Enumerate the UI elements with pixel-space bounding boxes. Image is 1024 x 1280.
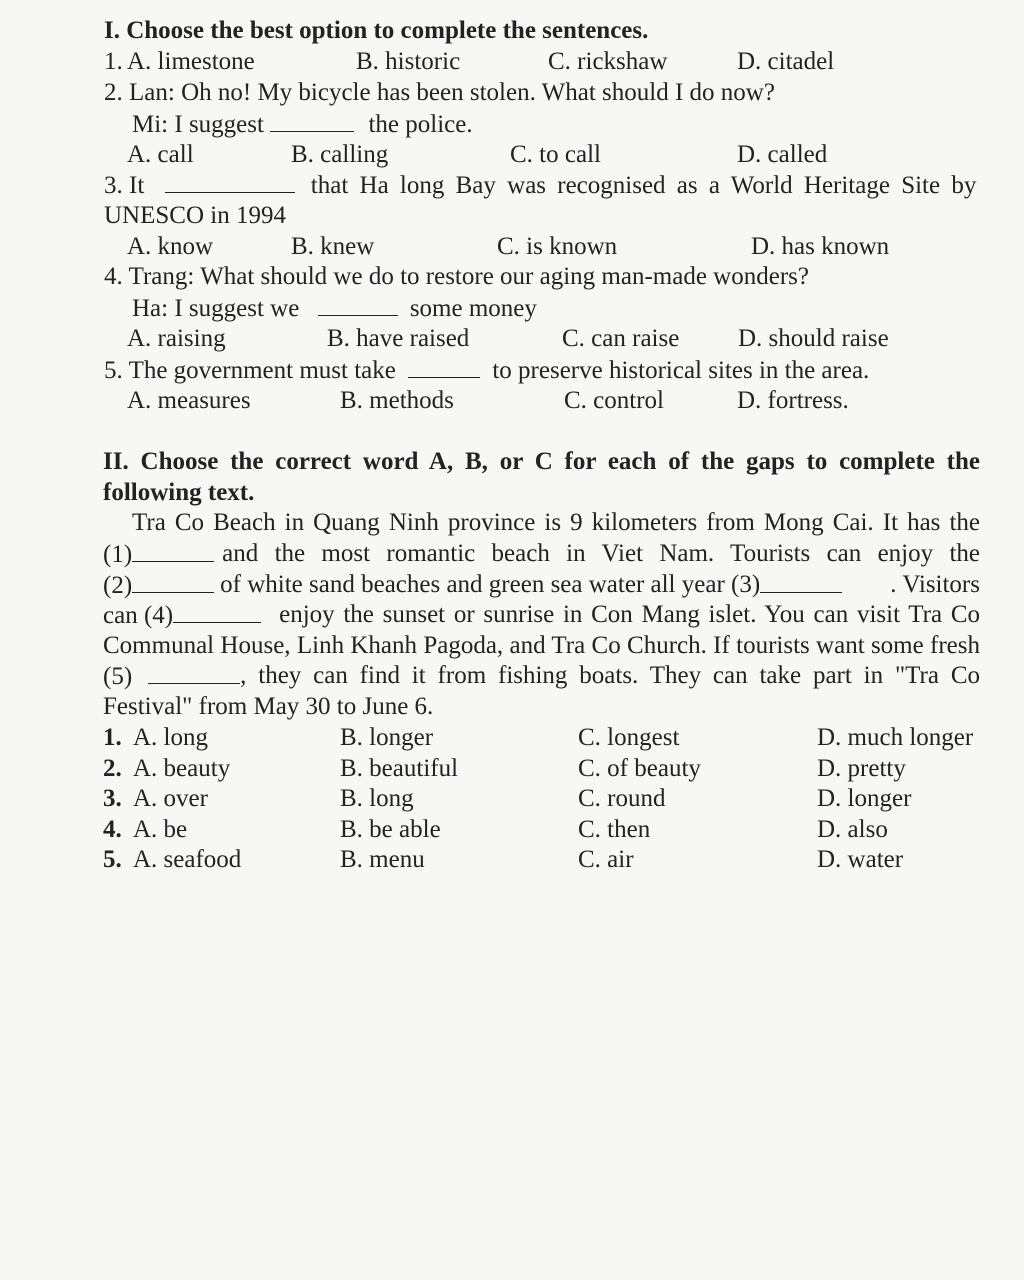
passage-line-7: Festival" from May 30 to June 6.: [103, 693, 434, 720]
q1-option-b: B. historic: [356, 48, 461, 75]
q2-option-c: C. to call: [510, 141, 601, 168]
answer-blank-3: [760, 570, 842, 593]
s2-q4-option-c: C. then: [578, 816, 651, 843]
question-number: 2.: [104, 79, 123, 106]
passage-text: enjoy the sunset or sunrise in Con Mang islet. You can visit Tra Co: [279, 601, 980, 628]
question-3-cont: UNESCO in 1994: [104, 202, 286, 229]
q3-option-d: D. has known: [751, 233, 890, 260]
question-number: 5.: [104, 357, 123, 384]
answer-blank: [132, 570, 214, 593]
question-number: 4.: [104, 263, 123, 290]
q5-option-d: D. fortress.: [737, 387, 849, 414]
section2-heading-line2: following text.: [103, 479, 255, 506]
s2-q2-option-b: B. beautiful: [340, 755, 459, 782]
q3-option-c: C. is known: [497, 233, 618, 260]
reply-text-after: some money: [409, 295, 537, 322]
q1-option-a: A. limestone: [127, 48, 255, 75]
reply-text-before: Mi: I suggest: [132, 111, 264, 138]
s2-q3-option-b: B. long: [340, 785, 414, 812]
gap-5: [103, 661, 240, 692]
q4-option-d: D. should raise: [738, 325, 889, 352]
q1-option-d: D. citadel: [737, 48, 835, 75]
passage-line-3: [103, 570, 980, 601]
passage-text: , they can find it from fishing boats. They can take part in "Tra Co: [240, 662, 980, 689]
section1-heading: I. Choose the best option to complete the sentences.: [104, 17, 649, 44]
answer-blank: [148, 661, 240, 684]
q2-option-d: D. called: [737, 141, 828, 168]
s2-q1-option-c: C. longest: [578, 724, 680, 751]
question-text-before: It: [129, 172, 145, 199]
question-text: Lan: Oh no! My bicycle has been stolen. What should I do now?: [129, 79, 775, 106]
answer-blank: [318, 293, 398, 316]
s2-q1-option-b: B. longer: [340, 724, 434, 751]
question-5-stem: [104, 355, 869, 386]
answer-blank: [165, 170, 295, 193]
s2-q2-option-a: A. beauty: [133, 755, 231, 782]
q5-option-a: A. measures: [127, 387, 251, 414]
passage-text-end: . Visitors: [890, 571, 980, 598]
gap-label: (1): [103, 541, 133, 568]
question-number: 1.: [104, 48, 123, 75]
s2-q3-option-c: C. round: [578, 785, 666, 812]
s2-q5-option-c: C. air: [578, 846, 634, 873]
s2-q5-option-b: B. menu: [340, 846, 425, 873]
s2-q4-option-a: A. be: [133, 816, 188, 843]
question-1: [104, 47, 123, 77]
question-4-stem: [104, 262, 809, 292]
q3-option-b: B. knew: [291, 233, 375, 260]
question-4-reply: [132, 293, 537, 324]
s2-q5-option-d: D. water: [817, 846, 904, 873]
gap-2: [103, 570, 214, 601]
passage-line-1: Tra Co Beach in Quang Ninh province is 9 kilometers from Mong Cai. It has the: [132, 509, 980, 536]
q4-option-b: B. have raised: [327, 325, 470, 352]
passage-line-6: [103, 661, 980, 692]
gap-4: [103, 600, 261, 631]
passage-text: and the most romantic beach in Viet Nam. Tourists can enjoy the: [222, 540, 980, 567]
answer-blank: [132, 539, 214, 562]
s2-q2-option-c: C. of beauty: [578, 755, 701, 782]
question-text-after: that Ha long Bay was recognised as a World Heritage Site by: [310, 172, 977, 199]
question-text: Trang: What should we do to restore our aging man-made wonders?: [128, 263, 809, 290]
s2-question-3-number: 3.: [103, 785, 122, 812]
gap-1: [103, 539, 214, 570]
q2-option-a: A. call: [127, 141, 194, 168]
question-3-stem: [104, 170, 976, 201]
reply-text-before: Ha: I suggest we: [132, 295, 300, 322]
s2-q1-option-a: A. long: [133, 724, 208, 751]
s2-question-4-number: 4.: [103, 816, 122, 843]
q2-option-b: B. calling: [291, 141, 389, 168]
question-text-after: to preserve historical sites in the area.: [492, 357, 870, 384]
s2-q3-option-d: D. longer: [817, 785, 912, 812]
answer-blank: [173, 600, 261, 623]
passage-line-4: [103, 600, 980, 631]
s2-q1-option-d: D. much longer: [817, 724, 974, 751]
s2-q3-option-a: A. over: [133, 785, 208, 812]
s2-q4-option-d: D. also: [817, 816, 888, 843]
q4-option-a: A. raising: [127, 325, 226, 352]
s2-q4-option-b: B. be able: [340, 816, 441, 843]
question-text-before: The government must take: [128, 357, 396, 384]
gap-label: can (4): [103, 602, 174, 629]
passage-text: of white sand beaches and green sea water all year (3): [220, 571, 761, 598]
s2-q5-option-a: A. seafood: [133, 846, 242, 873]
s2-question-2-number: 2.: [103, 755, 122, 782]
section2-heading-line1: II. Choose the correct word A, B, or C for each of the gaps to complete the: [103, 448, 980, 475]
q5-option-b: B. methods: [340, 387, 454, 414]
answer-blank: [270, 109, 354, 132]
s2-q2-option-d: D. pretty: [817, 755, 906, 782]
q1-option-c: C. rickshaw: [548, 48, 668, 75]
gap-label: (5): [103, 663, 133, 690]
question-2-stem: [104, 78, 775, 108]
question-number: 3.: [104, 172, 123, 199]
q3-option-a: A. know: [127, 233, 214, 260]
q4-option-c: C. can raise: [562, 325, 680, 352]
passage-line-2: [103, 539, 980, 570]
s2-question-1-number: 1.: [103, 724, 122, 751]
reply-text-after: the police.: [368, 111, 473, 138]
gap-label: (2): [103, 572, 133, 599]
q5-option-c: C. control: [564, 387, 664, 414]
question-2-reply: [132, 109, 473, 140]
passage-line-5: Communal House, Linh Khanh Pagoda, and Tra Co Church. If tourists want some fresh: [103, 632, 980, 659]
answer-blank: [408, 355, 480, 378]
s2-question-5-number: 5.: [103, 846, 122, 873]
